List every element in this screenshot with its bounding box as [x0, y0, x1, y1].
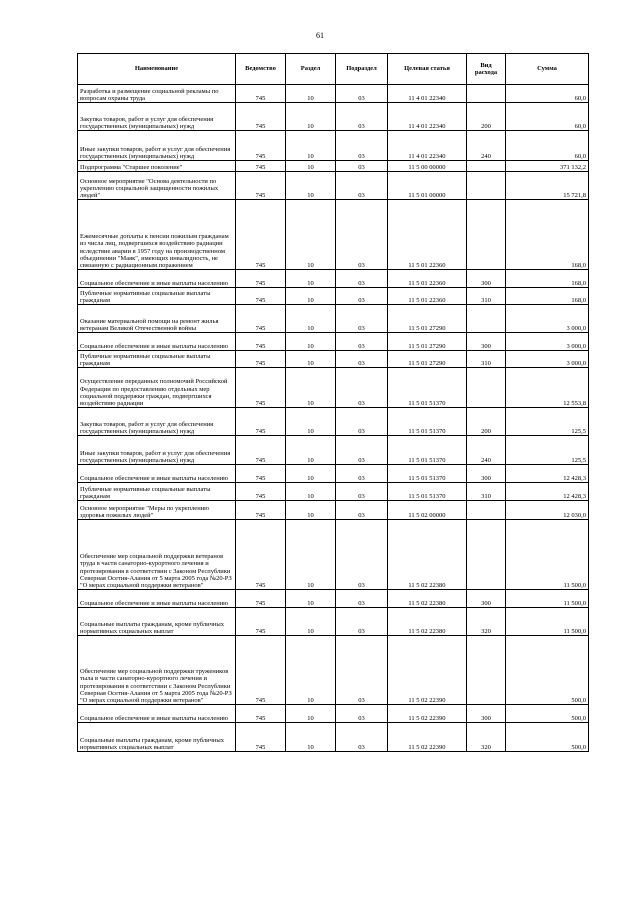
item-name-text: Закупка товаров, работ и услуг для обеспечения государственных (муниципальных) нужд — [80, 420, 214, 435]
sum-cell: 125,5 — [506, 436, 589, 465]
table-row — [78, 200, 589, 270]
section-code-cell: 10 — [286, 436, 336, 465]
column-header: Вид расхода — [467, 54, 506, 85]
budget-table — [77, 53, 589, 752]
subsection-code-cell: 03 — [336, 172, 388, 200]
item-name-cell — [78, 465, 236, 483]
item-name-text: Обеспечение мер социальной поддержки тружеников тыла в части санаторно-курортного лечения и протезирования в соответствии с Законом Республики Северная Осетия-Алания от 5 марта 2005 года №20-РЗ "О мерах социальной поддержки ветеранов" — [80, 668, 232, 704]
target-article-cell: 11 5 02 22390 — [388, 636, 467, 705]
item-name-text: Социальное обеспечение и иные выплаты населению — [80, 714, 229, 722]
table-row — [78, 636, 589, 705]
item-name-cell — [78, 200, 236, 270]
department-code-cell: 745 — [236, 368, 286, 408]
target-article-cell: 11 4 01 22340 — [388, 85, 467, 103]
department-code-cell: 745 — [236, 408, 286, 436]
item-name-text: Публичные нормативные социальные выплаты гражданам — [80, 289, 211, 304]
expense-type-cell: 320 — [467, 608, 506, 636]
target-article-cell: 11 4 01 22340 — [388, 103, 467, 131]
item-name-cell — [78, 501, 236, 520]
subsection-code-cell: 03 — [336, 305, 388, 333]
target-article-cell: 11 5 02 22390 — [388, 723, 467, 752]
target-article-cell: 11 5 01 51370 — [388, 436, 467, 465]
expense-type-cell: 300 — [467, 333, 506, 351]
department-code-cell: 745 — [236, 465, 286, 483]
item-name-cell — [78, 608, 236, 636]
section-code-cell: 10 — [286, 705, 336, 723]
table-body — [78, 85, 589, 752]
target-article-cell: 11 5 01 00000 — [388, 172, 467, 200]
subsection-code-cell: 03 — [336, 288, 388, 305]
expense-type-cell: 300 — [467, 705, 506, 723]
department-code-cell: 745 — [236, 520, 286, 590]
item-name-cell — [78, 161, 236, 172]
expense-type-cell — [467, 501, 506, 520]
sum-cell: 500,0 — [506, 705, 589, 723]
item-name-text: Закупка товаров, работ и услуг для обеспечения государственных (муниципальных) нужд — [80, 115, 214, 130]
sum-cell: 168,0 — [506, 270, 589, 288]
subsection-code-cell: 03 — [336, 636, 388, 705]
item-name-cell — [78, 333, 236, 351]
subsection-code-cell: 03 — [336, 351, 388, 368]
item-name-cell — [78, 636, 236, 705]
section-code-cell: 10 — [286, 270, 336, 288]
sum-cell: 168,0 — [506, 288, 589, 305]
sum-cell: 60,0 — [506, 103, 589, 131]
sum-cell: 371 132,2 — [506, 161, 589, 172]
department-code-cell: 745 — [236, 436, 286, 465]
item-name-text: Иные закупки товаров, работ и услуг для обеспечения государственных (муниципальных) нужд — [80, 145, 231, 160]
column-header: Раздел — [286, 54, 336, 85]
department-code-cell: 745 — [236, 705, 286, 723]
subsection-code-cell: 03 — [336, 131, 388, 161]
department-code-cell: 745 — [236, 590, 286, 608]
item-name-text: Социальное обеспечение и иные выплаты населению — [80, 342, 229, 350]
table-row — [78, 408, 589, 436]
table-row — [78, 520, 589, 590]
section-code-cell: 10 — [286, 131, 336, 161]
target-article-cell: 11 5 02 22390 — [388, 705, 467, 723]
section-code-cell: 10 — [286, 520, 336, 590]
expense-type-cell: 300 — [467, 270, 506, 288]
sum-cell: 500,0 — [506, 723, 589, 752]
subsection-code-cell: 03 — [336, 608, 388, 636]
sum-cell: 15 721,8 — [506, 172, 589, 200]
item-name-text: Подпрограмма "Старшее поколение" — [80, 163, 183, 171]
department-code-cell: 745 — [236, 131, 286, 161]
department-code-cell: 745 — [236, 305, 286, 333]
subsection-code-cell: 03 — [336, 590, 388, 608]
subsection-code-cell: 03 — [336, 200, 388, 270]
table-row — [78, 608, 589, 636]
table-row — [78, 333, 589, 351]
item-name-text: Иные закупки товаров, работ и услуг для обеспечения государственных (муниципальных) нужд — [80, 449, 231, 464]
column-header: Целевая статья — [388, 54, 467, 85]
department-code-cell: 745 — [236, 483, 286, 501]
department-code-cell: 745 — [236, 85, 286, 103]
target-article-cell: 11 5 01 27290 — [388, 351, 467, 368]
item-name-cell — [78, 408, 236, 436]
item-name-cell — [78, 103, 236, 131]
subsection-code-cell: 03 — [336, 436, 388, 465]
target-article-cell: 11 5 01 22360 — [388, 270, 467, 288]
item-name-text: Социальное обеспечение и иные выплаты населению — [80, 599, 229, 607]
section-code-cell: 10 — [286, 408, 336, 436]
section-code-cell: 10 — [286, 636, 336, 705]
table-row — [78, 131, 589, 161]
section-code-cell: 10 — [286, 351, 336, 368]
subsection-code-cell: 03 — [336, 368, 388, 408]
column-header: Сумма — [506, 54, 589, 85]
department-code-cell: 745 — [236, 103, 286, 131]
department-code-cell: 745 — [236, 636, 286, 705]
subsection-code-cell: 03 — [336, 723, 388, 752]
expense-type-cell: 240 — [467, 436, 506, 465]
expense-type-cell — [467, 200, 506, 270]
target-article-cell: 11 5 01 22360 — [388, 200, 467, 270]
subsection-code-cell: 03 — [336, 103, 388, 131]
subsection-code-cell: 03 — [336, 333, 388, 351]
target-article-cell: 11 5 01 27290 — [388, 333, 467, 351]
target-article-cell: 11 5 01 51370 — [388, 483, 467, 501]
item-name-cell — [78, 305, 236, 333]
table-row — [78, 288, 589, 305]
target-article-cell: 11 5 00 00000 — [388, 161, 467, 172]
table-row — [78, 723, 589, 752]
table-row — [78, 305, 589, 333]
table-row — [78, 103, 589, 131]
item-name-cell — [78, 705, 236, 723]
sum-cell: 3 000,0 — [506, 333, 589, 351]
item-name-cell — [78, 131, 236, 161]
target-article-cell: 11 5 01 51370 — [388, 465, 467, 483]
expense-type-cell — [467, 172, 506, 200]
expense-type-cell: 200 — [467, 408, 506, 436]
department-code-cell: 745 — [236, 200, 286, 270]
sum-cell: 12 030,0 — [506, 501, 589, 520]
item-name-cell — [78, 723, 236, 752]
section-code-cell: 10 — [286, 200, 336, 270]
item-name-text: Социальные выплаты гражданам, кроме публичных нормативных социальных выплат — [80, 736, 224, 751]
expense-type-cell: 240 — [467, 131, 506, 161]
expense-type-cell: 320 — [467, 723, 506, 752]
subsection-code-cell: 03 — [336, 483, 388, 501]
table-row — [78, 705, 589, 723]
subsection-code-cell: 03 — [336, 161, 388, 172]
expense-type-cell — [467, 636, 506, 705]
item-name-cell — [78, 436, 236, 465]
item-name-text: Обеспечение мер социальной поддержки ветеранов труда в части санаторно-курортного лечения и протезирования в соответствии с Законом Республики Северная Осетия-Алания от 5 марта 2005 года №20-РЗ "О мерах социальной поддержки ветеранов" — [80, 553, 232, 589]
table-row — [78, 172, 589, 200]
item-name-cell — [78, 368, 236, 408]
item-name-text: Социальное обеспечение и иные выплаты населению — [80, 279, 229, 287]
item-name-cell — [78, 288, 236, 305]
expense-type-cell — [467, 520, 506, 590]
subsection-code-cell: 03 — [336, 501, 388, 520]
item-name-text: Ежемесячные доплаты к пенсии пожилым гражданам из числа лиц, подвергшихся воздействию радиации вследствие аварии в 1957 году на производственном объединении "Маяк", имеющих инвалидность, не связанную с радиационным поражением — [80, 233, 229, 269]
target-article-cell: 11 5 01 51370 — [388, 368, 467, 408]
expense-type-cell — [467, 161, 506, 172]
expense-type-cell: 310 — [467, 351, 506, 368]
subsection-code-cell: 03 — [336, 520, 388, 590]
subsection-code-cell: 03 — [336, 465, 388, 483]
section-code-cell: 10 — [286, 368, 336, 408]
expense-type-cell: 300 — [467, 465, 506, 483]
item-name-cell — [78, 270, 236, 288]
section-code-cell: 10 — [286, 85, 336, 103]
item-name-text: Публичные нормативные социальные выплаты гражданам — [80, 352, 211, 367]
item-name-cell — [78, 172, 236, 200]
target-article-cell: 11 5 01 51370 — [388, 408, 467, 436]
item-name-text: Разработка и размещение социальной рекламы по вопросам охраны труда — [80, 87, 219, 102]
target-article-cell: 11 4 01 22340 — [388, 131, 467, 161]
table-row — [78, 436, 589, 465]
sum-cell: 11 500,0 — [506, 520, 589, 590]
table-row — [78, 161, 589, 172]
item-name-text: Основное мероприятие "Меры по укреплению здоровья пожилых людей" — [80, 504, 210, 519]
sum-cell: 11 500,0 — [506, 608, 589, 636]
expense-type-cell: 300 — [467, 590, 506, 608]
item-name-text: Оказание материальной помощи на ремонт жилья ветеранам Великой Отечественной войны — [80, 317, 219, 332]
department-code-cell: 745 — [236, 608, 286, 636]
subsection-code-cell: 03 — [336, 408, 388, 436]
column-header: Подраздел — [336, 54, 388, 85]
department-code-cell: 745 — [236, 270, 286, 288]
sum-cell: 500,0 — [506, 636, 589, 705]
item-name-cell — [78, 483, 236, 501]
table-header-row — [78, 54, 589, 85]
sum-cell: 12 428,3 — [506, 483, 589, 501]
table-row — [78, 465, 589, 483]
column-header: Ведомство — [236, 54, 286, 85]
sum-cell: 60,0 — [506, 85, 589, 103]
section-code-cell: 10 — [286, 172, 336, 200]
item-name-cell — [78, 520, 236, 590]
expense-type-cell — [467, 85, 506, 103]
target-article-cell: 11 5 02 22380 — [388, 608, 467, 636]
table-row — [78, 85, 589, 103]
section-code-cell: 10 — [286, 465, 336, 483]
item-name-text: Социальные выплаты гражданам, кроме публичных нормативных социальных выплат — [80, 620, 224, 635]
section-code-cell: 10 — [286, 305, 336, 333]
item-name-text: Публичные нормативные социальные выплаты гражданам — [80, 485, 211, 500]
sum-cell: 60,0 — [506, 131, 589, 161]
section-code-cell: 10 — [286, 723, 336, 752]
target-article-cell: 11 5 01 22360 — [388, 288, 467, 305]
item-name-cell — [78, 85, 236, 103]
sum-cell: 168,0 — [506, 200, 589, 270]
section-code-cell: 10 — [286, 333, 336, 351]
department-code-cell: 745 — [236, 501, 286, 520]
subsection-code-cell: 03 — [336, 705, 388, 723]
expense-type-cell — [467, 305, 506, 333]
table-row — [78, 483, 589, 501]
department-code-cell: 745 — [236, 333, 286, 351]
target-article-cell: 11 5 02 22380 — [388, 590, 467, 608]
section-code-cell: 10 — [286, 590, 336, 608]
section-code-cell: 10 — [286, 501, 336, 520]
section-code-cell: 10 — [286, 483, 336, 501]
department-code-cell: 745 — [236, 161, 286, 172]
table-row — [78, 501, 589, 520]
item-name-text: Осуществление переданных полномочий Российской Федерации по предоставлению отдельных мер социальной поддержки граждан, подвергшихся воздействию радиации — [80, 378, 228, 407]
item-name-cell — [78, 351, 236, 368]
section-code-cell: 10 — [286, 288, 336, 305]
expense-type-cell — [467, 368, 506, 408]
target-article-cell: 11 5 02 00000 — [388, 501, 467, 520]
table-row — [78, 590, 589, 608]
department-code-cell: 745 — [236, 351, 286, 368]
sum-cell: 3 000,0 — [506, 305, 589, 333]
department-code-cell: 745 — [236, 723, 286, 752]
item-name-text: Социальное обеспечение и иные выплаты населению — [80, 474, 229, 482]
expense-type-cell: 310 — [467, 483, 506, 501]
department-code-cell: 745 — [236, 172, 286, 200]
target-article-cell: 11 5 02 22380 — [388, 520, 467, 590]
column-header: Наименование — [78, 54, 236, 85]
section-code-cell: 10 — [286, 161, 336, 172]
sum-cell: 11 500,0 — [506, 590, 589, 608]
sum-cell: 125,5 — [506, 408, 589, 436]
sum-cell: 12 428,3 — [506, 465, 589, 483]
subsection-code-cell: 03 — [336, 270, 388, 288]
item-name-text: Основное мероприятие "Основа деятельности по укреплению социальной защищенности пожилых людей" — [80, 177, 219, 199]
table-row — [78, 270, 589, 288]
expense-type-cell: 200 — [467, 103, 506, 131]
section-code-cell: 10 — [286, 103, 336, 131]
page-number: 61 — [316, 31, 324, 40]
table-row — [78, 351, 589, 368]
section-code-cell: 10 — [286, 608, 336, 636]
item-name-cell — [78, 590, 236, 608]
sum-cell: 3 000,0 — [506, 351, 589, 368]
department-code-cell: 745 — [236, 288, 286, 305]
expense-type-cell: 310 — [467, 288, 506, 305]
sum-cell: 12 553,8 — [506, 368, 589, 408]
target-article-cell: 11 5 01 27290 — [388, 305, 467, 333]
table-row — [78, 368, 589, 408]
subsection-code-cell: 03 — [336, 85, 388, 103]
